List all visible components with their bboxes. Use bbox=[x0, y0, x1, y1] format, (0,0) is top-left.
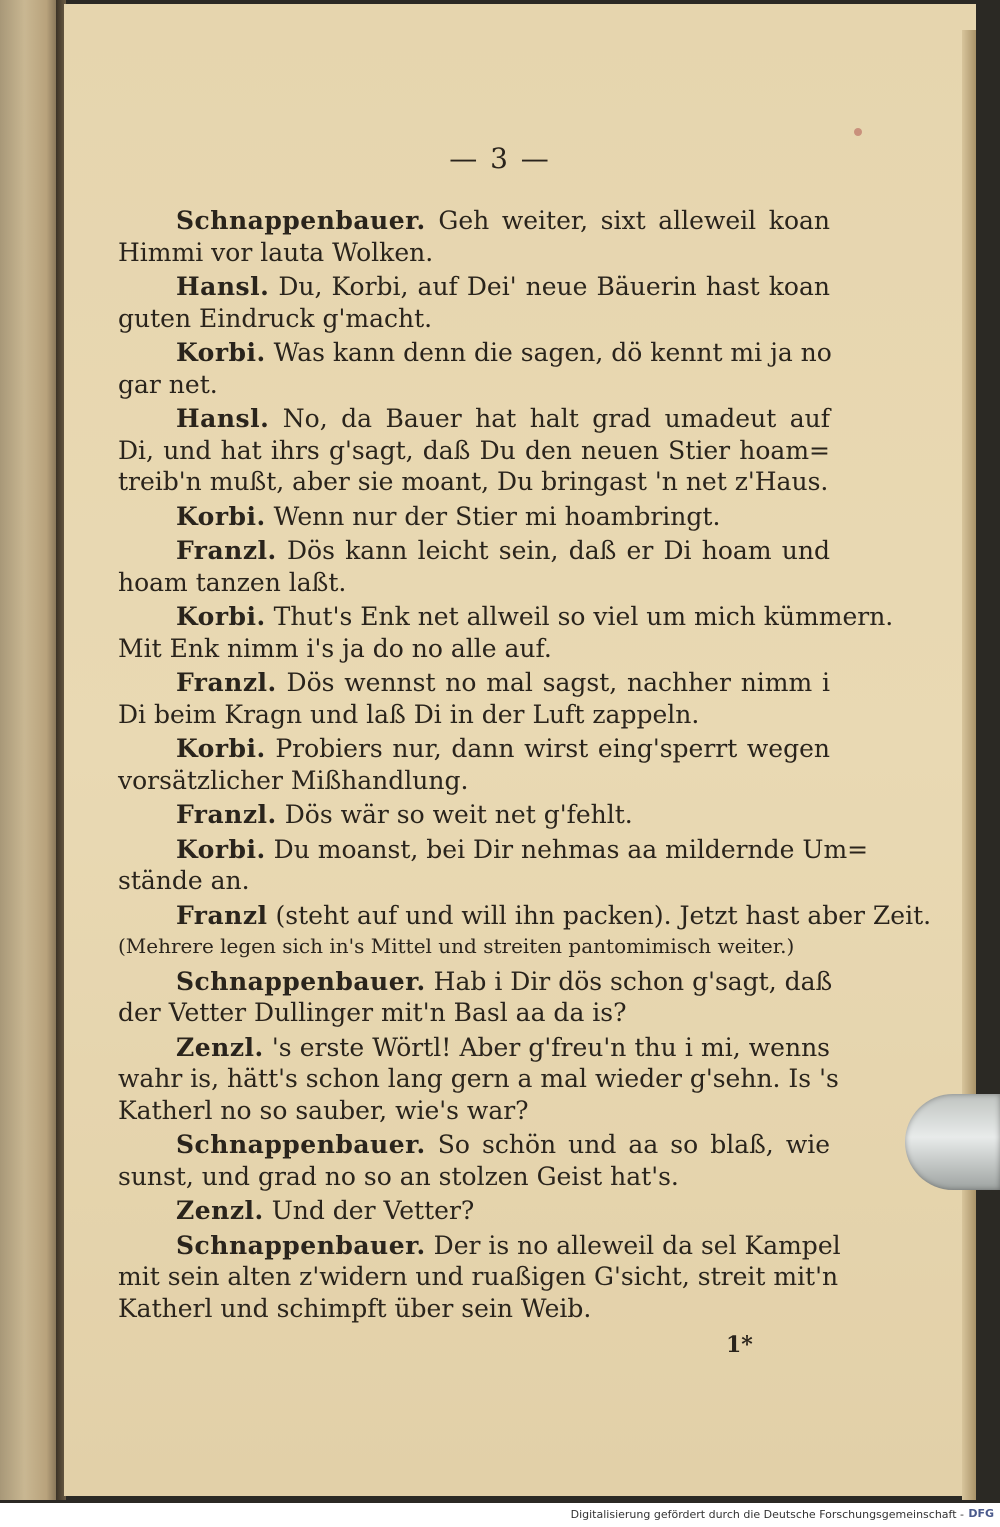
line-text: (steht auf und will ihn packen). Jetzt hast aber Zeit. bbox=[275, 900, 932, 930]
speaker-name: Franzl. bbox=[176, 668, 277, 697]
line-text: (Mehrere legen sich in's Mittel und streiten pantomimisch weiter.) bbox=[118, 934, 795, 958]
line-text: vorsätzlicher Mißhandlung. bbox=[118, 765, 469, 795]
text-line bbox=[118, 535, 830, 567]
footer-credit: Digitalisierung gefördert durch die Deutsche Forschungsgemeinschaft - bbox=[570, 1508, 964, 1521]
text-line bbox=[118, 303, 830, 335]
speaker-name: Schnappenbauer. bbox=[176, 206, 426, 235]
dfg-logo: DFG bbox=[968, 1507, 994, 1520]
speaker-name: Korbi. bbox=[176, 602, 266, 631]
text-line bbox=[118, 765, 830, 797]
line-text: der Vetter Dullinger mit'n Basl aa da is? bbox=[118, 998, 627, 1027]
speaker-name: Schnappenbauer. bbox=[176, 966, 426, 996]
text-line bbox=[118, 403, 830, 435]
text-line bbox=[118, 667, 830, 699]
speaker-name: Franzl. bbox=[176, 536, 277, 565]
text-line bbox=[118, 337, 830, 369]
speaker-name: Schnappenbauer. bbox=[176, 1130, 426, 1159]
page-right-edge bbox=[962, 30, 976, 1500]
line-text: treib'n mußt, aber sie moant, Du bringast 'n net z'Haus. bbox=[118, 467, 829, 496]
text-line bbox=[118, 633, 830, 665]
text-line bbox=[118, 466, 830, 498]
line-text: Mit Enk nimm i's ja do no alle auf. bbox=[118, 633, 552, 663]
text-line bbox=[118, 733, 830, 765]
speaker-name: Hansl. bbox=[176, 272, 270, 301]
line-text: Du, Korbi, auf Dei' neue Bäuerin hast koan bbox=[278, 272, 830, 301]
text-line bbox=[118, 1032, 830, 1064]
dialogue-text bbox=[118, 205, 932, 1324]
speaker-name: Korbi. bbox=[176, 734, 266, 763]
page-number: — 3 — bbox=[449, 142, 551, 175]
line-text: hoam tanzen laßt. bbox=[118, 567, 347, 597]
text-line bbox=[118, 501, 830, 533]
text-line bbox=[118, 1129, 830, 1161]
line-text: Dös wennst no mal sagst, nachher nimm i bbox=[286, 668, 830, 697]
text-line bbox=[118, 997, 830, 1029]
speaker-name: Zenzl. bbox=[176, 1032, 264, 1062]
text-line bbox=[118, 435, 830, 467]
line-text: Der is no alleweil da sel Kampel bbox=[433, 1230, 841, 1260]
speaker-name: Zenzl. bbox=[176, 1196, 264, 1225]
text-line bbox=[118, 1261, 839, 1293]
text-line bbox=[118, 271, 830, 303]
line-text: Geh weiter, sixt alleweil koan bbox=[438, 206, 830, 235]
text-line bbox=[118, 1293, 830, 1325]
line-text: Dös kann leicht sein, daß er Di hoam und bbox=[287, 536, 830, 565]
line-text: Was kann denn die sagen, dö kennt mi ja no bbox=[273, 338, 832, 367]
line-text: Di beim Kragn und laß Di in der Luft zappeln. bbox=[118, 699, 700, 729]
line-text: wahr is, hätt's schon lang gern a mal wieder g'sehn. Is 's bbox=[118, 1064, 839, 1093]
text-line bbox=[118, 799, 830, 831]
line-text: Katherl no so sauber, wie's war? bbox=[118, 1095, 529, 1125]
signature-mark: 1* bbox=[726, 1332, 753, 1358]
line-text: Wenn nur der Stier mi hoambringt. bbox=[273, 501, 721, 531]
line-text: Hab i Dir dös schon g'sagt, daß bbox=[433, 966, 833, 996]
line-text: guten Eindruck g'macht. bbox=[118, 303, 433, 333]
text-line bbox=[118, 1161, 830, 1193]
speaker-name: Franzl. bbox=[176, 800, 277, 829]
line-text: Du moanst, bei Dir nehmas aa mildernde Um= bbox=[273, 834, 869, 864]
text-line bbox=[118, 966, 833, 998]
line-text: Katherl und schimpft über sein Weib. bbox=[118, 1293, 592, 1323]
text-line bbox=[118, 601, 894, 633]
text-line bbox=[118, 931, 830, 963]
text-line bbox=[118, 834, 869, 866]
paper-stain bbox=[854, 128, 862, 136]
speaker-name: Korbi. bbox=[176, 338, 266, 367]
line-text: stände an. bbox=[118, 866, 250, 895]
left-page-edge bbox=[0, 0, 62, 1500]
line-text: 's erste Wörtl! Aber g'freu'n thu i mi, wenns bbox=[271, 1032, 831, 1062]
text-line bbox=[118, 699, 830, 731]
line-text: gar net. bbox=[118, 369, 218, 399]
text-line bbox=[118, 567, 830, 599]
line-text: No, da Bauer hat halt grad umadeut auf bbox=[282, 404, 830, 433]
line-text: Probiers nur, dann wirst eing'sperrt wegen bbox=[275, 734, 830, 763]
text-line bbox=[118, 237, 830, 269]
speaker-name: Korbi. bbox=[176, 501, 266, 531]
line-text: Thut's Enk net allweil so viel um mich kümmern. bbox=[273, 602, 894, 631]
line-text: sunst, und grad no so an stolzen Geist hat's. bbox=[118, 1161, 679, 1191]
text-line bbox=[118, 369, 830, 401]
line-text: So schön und aa so blaß, wie bbox=[437, 1130, 831, 1159]
speaker-name: Franzl bbox=[176, 900, 268, 930]
speaker-name: Korbi. bbox=[176, 834, 266, 864]
text-line bbox=[118, 205, 830, 237]
line-text: Und der Vetter? bbox=[271, 1196, 475, 1225]
text-line bbox=[118, 1095, 830, 1127]
line-text: mit sein alten z'widern und ruaßigen G'sicht, streit mit'n bbox=[118, 1262, 839, 1291]
text-line bbox=[118, 865, 830, 897]
line-text: Himmi vor lauta Wolken. bbox=[118, 237, 434, 267]
text-line bbox=[118, 900, 932, 932]
line-text: Dös wär so weit net g'fehlt. bbox=[284, 800, 633, 829]
page-clip bbox=[905, 1094, 1000, 1190]
line-text: Di, und hat ihrs g'sagt, daß Du den neuen Stier hoam= bbox=[118, 435, 830, 465]
text-line bbox=[118, 1063, 839, 1095]
text-line bbox=[118, 1195, 830, 1227]
speaker-name: Hansl. bbox=[176, 404, 270, 433]
speaker-name: Schnappenbauer. bbox=[176, 1230, 426, 1260]
text-line bbox=[118, 1230, 841, 1262]
